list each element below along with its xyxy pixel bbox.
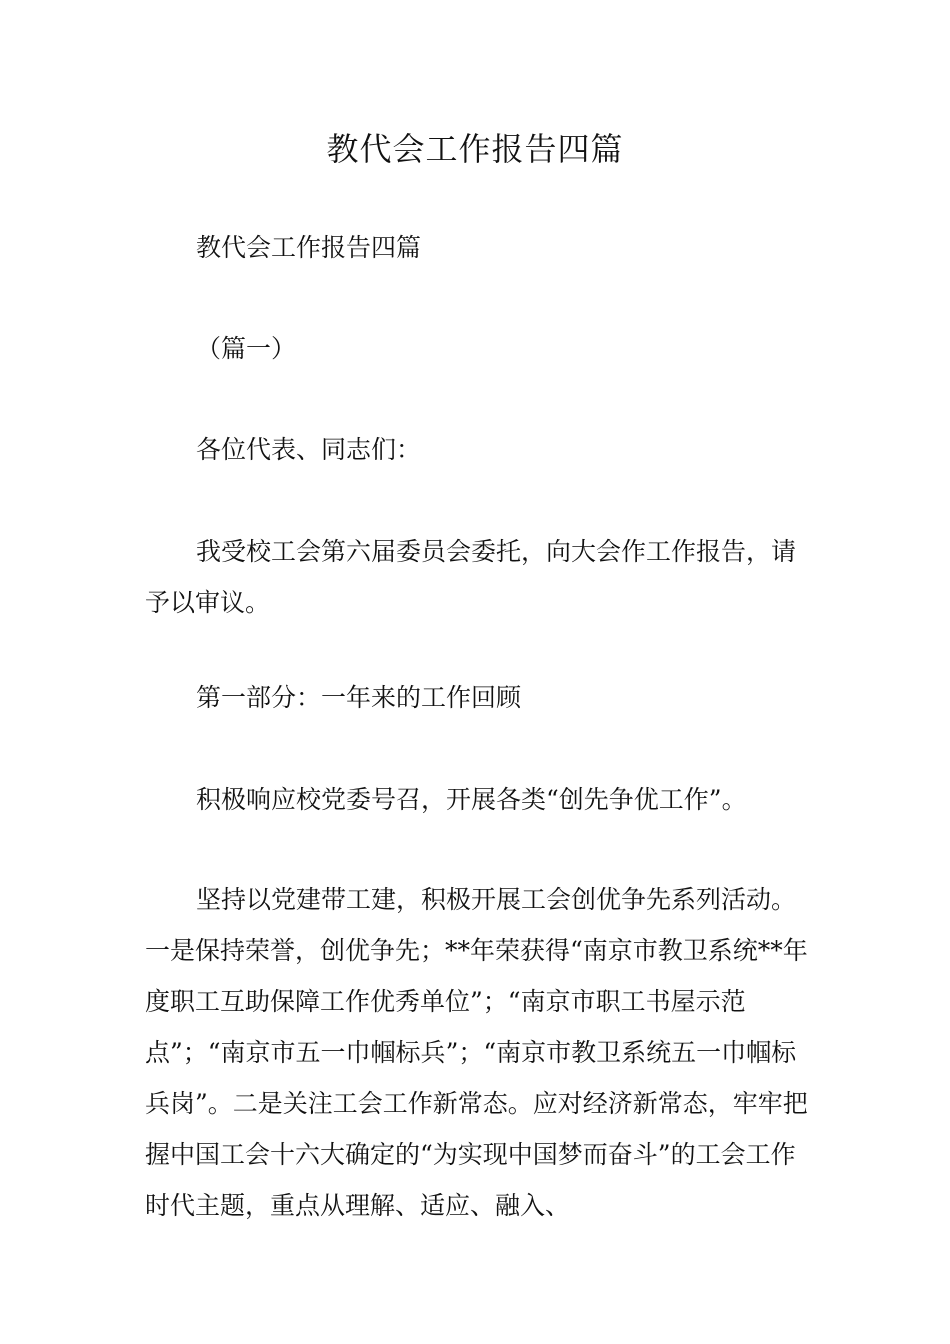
document-title: 教代会工作报告四篇: [326, 130, 624, 168]
part-label-paragraph: （篇一）: [196, 334, 297, 363]
greeting-paragraph: 各位代表、同志们：: [196, 435, 422, 464]
section-heading-paragraph: 第一部分：一年来的工作回顾: [196, 683, 522, 712]
lead-paragraph: 积极响应校党委号召，开展各类“创先争优工作”。: [196, 785, 747, 814]
intro-paragraph: 我受校工会第六届委员会委托，向大会作工作报告，请予以审议。: [145, 537, 797, 617]
subtitle-paragraph: 教代会工作报告四篇: [196, 233, 422, 262]
body-paragraph: 坚持以党建带工建，积极开展工会创优争先系列活动。一是保持荣誉，创优争先；**年荣获得“南京市教卫系统**年度职工互助保障工作优秀单位”；“南京市职工书屋示范点”；“南京市五一巾帼标兵”；“南京市教卫系统五一巾帼标兵岗”。二是关注工会工作新常态。应对经济新常态，牢牢把握中国工会十六大确定的“为实现中国梦而奋斗”的工会工作时代主题，重点从理解、适应、融入、: [145, 885, 808, 1220]
